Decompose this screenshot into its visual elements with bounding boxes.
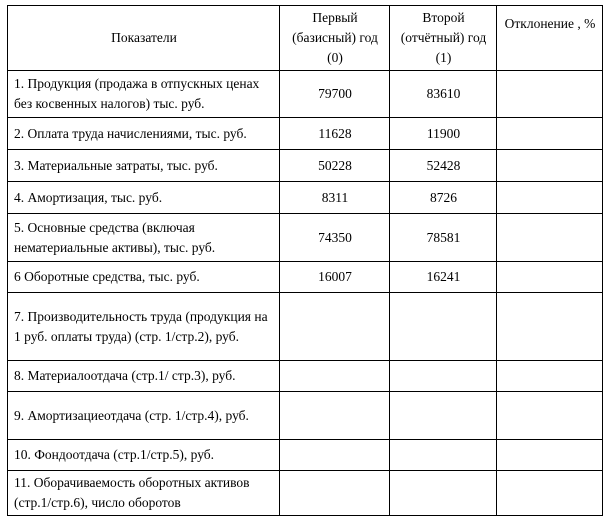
row-label: 3. Материальные затраты, тыс. руб. bbox=[8, 150, 280, 182]
header-indicators: Показатели bbox=[8, 6, 280, 71]
report-value: 83610 bbox=[390, 71, 497, 118]
deviation-value bbox=[497, 361, 603, 392]
table-row bbox=[8, 262, 603, 293]
row-label: 11. Оборачиваемость оборотных активов (стр.1/стр.6), число оборотов bbox=[8, 471, 280, 516]
table-row bbox=[8, 182, 603, 214]
header-deviation: Отклонение , % bbox=[497, 6, 603, 71]
base-value: 50228 bbox=[280, 150, 390, 182]
base-value bbox=[280, 471, 390, 516]
header-second-year: Второй (отчётный) год (1) bbox=[390, 6, 497, 71]
base-value: 16007 bbox=[280, 262, 390, 293]
deviation-value bbox=[497, 471, 603, 516]
header-row bbox=[8, 6, 603, 71]
report-value bbox=[390, 293, 497, 361]
deviation-value bbox=[497, 293, 603, 361]
base-value bbox=[280, 440, 390, 471]
table-row bbox=[8, 293, 603, 361]
deviation-value bbox=[497, 214, 603, 262]
base-value bbox=[280, 392, 390, 440]
row-label: 8. Материалоотдача (стр.1/ стр.3), руб. bbox=[8, 361, 280, 392]
indicators-table bbox=[7, 5, 603, 516]
report-value: 11900 bbox=[390, 118, 497, 150]
table-row bbox=[8, 361, 603, 392]
base-value: 11628 bbox=[280, 118, 390, 150]
table-row bbox=[8, 118, 603, 150]
table-row bbox=[8, 392, 603, 440]
row-label: 7. Производительность труда (продукция на 1 руб. оплаты труда) (стр. 1/стр.2), руб. bbox=[8, 293, 280, 361]
row-label: 1. Продукция (продажа в отпускных ценах без косвенных налогов) тыс. руб. bbox=[8, 71, 280, 118]
row-label: 2. Оплата труда начислениями, тыс. руб. bbox=[8, 118, 280, 150]
base-value: 74350 bbox=[280, 214, 390, 262]
deviation-value bbox=[497, 392, 603, 440]
report-value: 16241 bbox=[390, 262, 497, 293]
row-label: 10. Фондоотдача (стр.1/стр.5), руб. bbox=[8, 440, 280, 471]
report-value bbox=[390, 440, 497, 471]
deviation-value bbox=[497, 118, 603, 150]
report-value bbox=[390, 471, 497, 516]
row-label: 9. Амортизациеотдача (стр. 1/стр.4), руб. bbox=[8, 392, 280, 440]
table-row bbox=[8, 71, 603, 118]
base-value: 79700 bbox=[280, 71, 390, 118]
table-row bbox=[8, 214, 603, 262]
header-first-year: Первый (базисный) год (0) bbox=[280, 6, 390, 71]
report-value bbox=[390, 392, 497, 440]
deviation-value bbox=[497, 71, 603, 118]
report-value: 78581 bbox=[390, 214, 497, 262]
deviation-value bbox=[497, 440, 603, 471]
report-value: 8726 bbox=[390, 182, 497, 214]
deviation-value bbox=[497, 262, 603, 293]
deviation-value bbox=[497, 150, 603, 182]
report-value bbox=[390, 361, 497, 392]
row-label: 6 Оборотные средства, тыс. руб. bbox=[8, 262, 280, 293]
base-value: 8311 bbox=[280, 182, 390, 214]
row-label: 5. Основные средства (включая нематериальные активы), тыс. руб. bbox=[8, 214, 280, 262]
table-row bbox=[8, 471, 603, 516]
table-row bbox=[8, 150, 603, 182]
deviation-value bbox=[497, 182, 603, 214]
row-label: 4. Амортизация, тыс. руб. bbox=[8, 182, 280, 214]
base-value bbox=[280, 361, 390, 392]
base-value bbox=[280, 293, 390, 361]
table-row bbox=[8, 440, 603, 471]
report-value: 52428 bbox=[390, 150, 497, 182]
